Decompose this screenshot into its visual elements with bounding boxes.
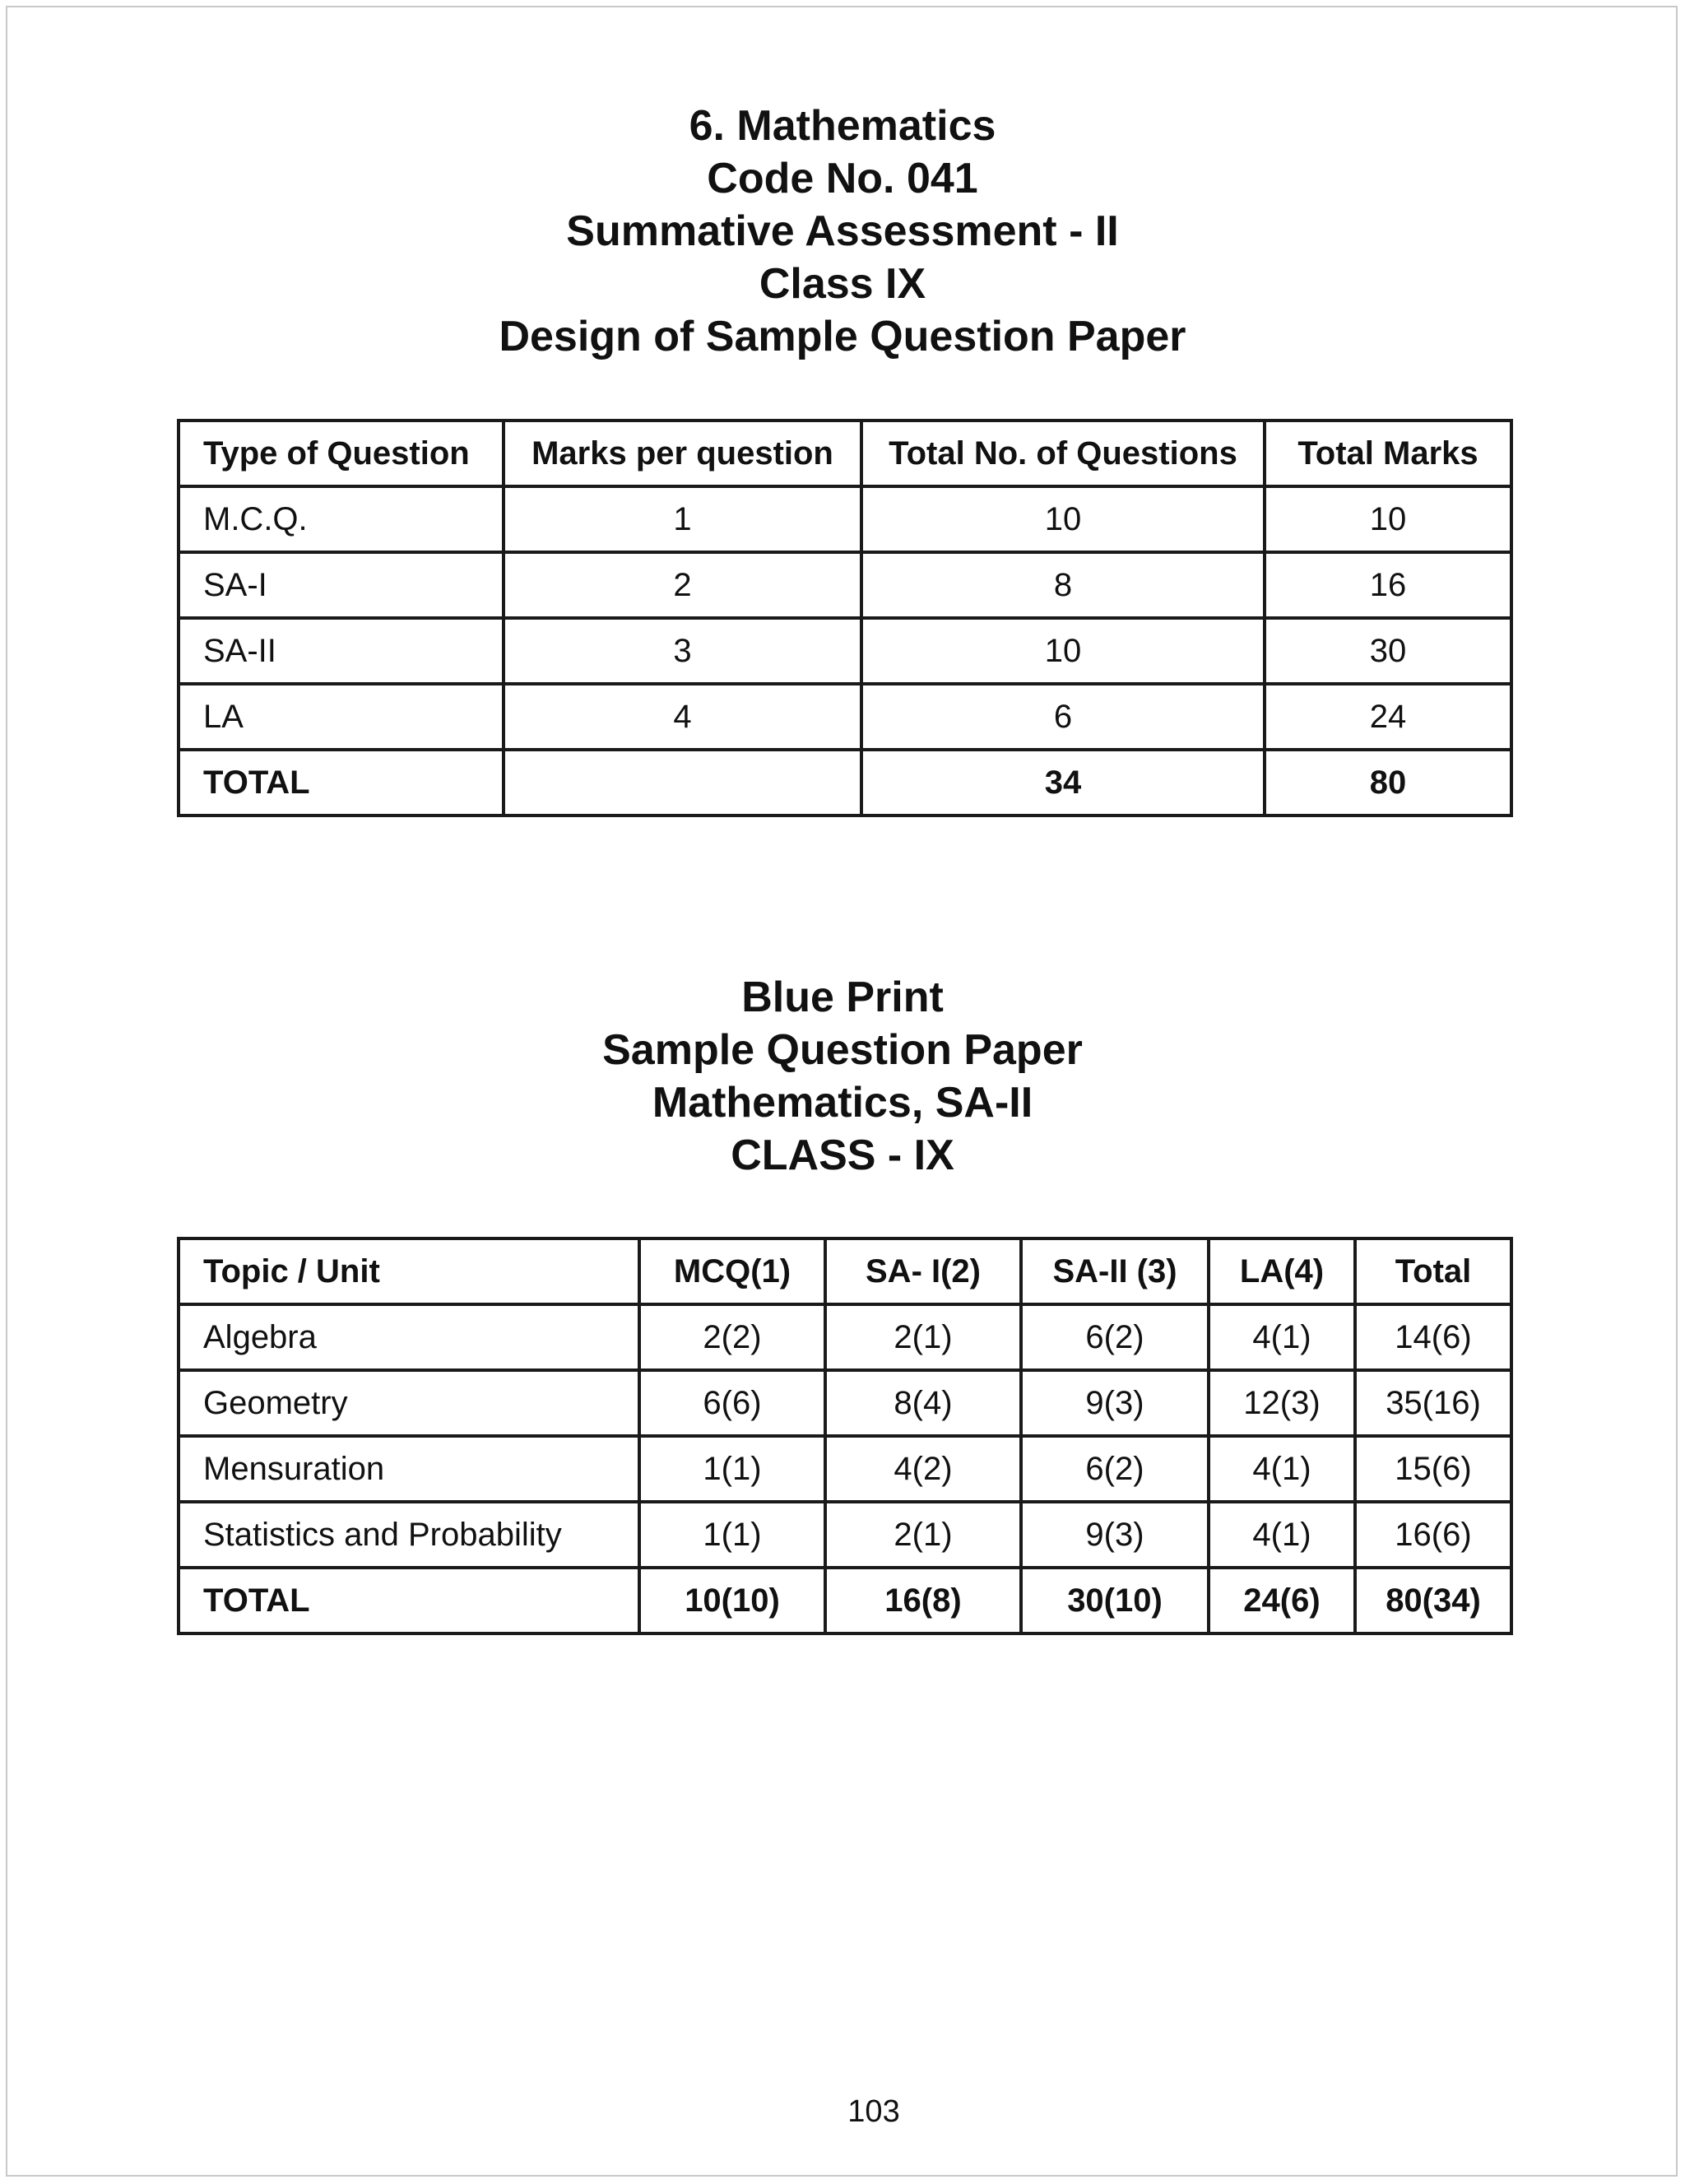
cell-la: 12(3): [1209, 1370, 1355, 1436]
design-table: [177, 419, 1513, 817]
heading-class: CLASS - IX: [731, 1131, 954, 1179]
cell-type: SA-I: [179, 552, 504, 618]
cell-total: 15(6): [1355, 1436, 1511, 1502]
cell-mcq: 1(1): [639, 1502, 825, 1568]
heading-sample-paper: Sample Question Paper: [602, 1026, 1083, 1074]
heading-assessment: Summative Assessment - II: [566, 207, 1119, 255]
cell-la: 4(1): [1209, 1502, 1355, 1568]
cell-questions: 6: [861, 684, 1265, 750]
cell-total-la: 24(6): [1209, 1568, 1355, 1633]
header-topic-unit: Topic / Unit: [179, 1238, 639, 1304]
cell-mcq: 6(6): [639, 1370, 825, 1436]
heading-class: Class IX: [759, 260, 926, 308]
cell-la: 4(1): [1209, 1304, 1355, 1370]
cell-questions: 10: [861, 618, 1265, 684]
cell-total: 16(6): [1355, 1502, 1511, 1568]
cell-sa-i: 8(4): [825, 1370, 1021, 1436]
cell-total-marks: 80: [1265, 750, 1511, 816]
table-row: [179, 1370, 1511, 1436]
cell-total-marks-per-question: [504, 750, 861, 816]
cell-grand-total: 80(34): [1355, 1568, 1511, 1633]
cell-total: 24: [1265, 684, 1511, 750]
cell-marks: 4: [504, 684, 861, 750]
header-la: LA(4): [1209, 1238, 1355, 1304]
cell-topic: Geometry: [179, 1370, 639, 1436]
header-sa-i: SA- I(2): [825, 1238, 1021, 1304]
cell-total: 35(16): [1355, 1370, 1511, 1436]
table-row: [179, 552, 1511, 618]
header-total: Total: [1355, 1238, 1511, 1304]
cell-total-label: TOTAL: [179, 1568, 639, 1633]
cell-sa-i: 4(2): [825, 1436, 1021, 1502]
cell-mcq: 2(2): [639, 1304, 825, 1370]
header-sa-ii: SA-II (3): [1021, 1238, 1209, 1304]
cell-sa-i: 2(1): [825, 1304, 1021, 1370]
cell-sa-ii: 9(3): [1021, 1502, 1209, 1568]
cell-sa-i: 2(1): [825, 1502, 1021, 1568]
header-type-of-question: Type of Question: [179, 421, 504, 486]
table-row: [179, 618, 1511, 684]
blueprint-table: [177, 1237, 1513, 1635]
header-mcq: MCQ(1): [639, 1238, 825, 1304]
cell-topic: Algebra: [179, 1304, 639, 1370]
cell-marks: 1: [504, 486, 861, 552]
table-total-row: [179, 1568, 1511, 1633]
cell-sa-ii: 9(3): [1021, 1370, 1209, 1436]
cell-total: 14(6): [1355, 1304, 1511, 1370]
cell-marks: 3: [504, 618, 861, 684]
cell-total-sa-i: 16(8): [825, 1568, 1021, 1633]
heading-subject: 6. Mathematics: [689, 102, 996, 150]
cell-mcq: 1(1): [639, 1436, 825, 1502]
cell-total-sa-ii: 30(10): [1021, 1568, 1209, 1633]
cell-total: 30: [1265, 618, 1511, 684]
heading-subject-sa: Mathematics, SA-II: [652, 1079, 1033, 1127]
cell-topic: Mensuration: [179, 1436, 639, 1502]
cell-la: 4(1): [1209, 1436, 1355, 1502]
table-row: [179, 1436, 1511, 1502]
cell-type: LA: [179, 684, 504, 750]
cell-total-mcq: 10(10): [639, 1568, 825, 1633]
table-row: [179, 1304, 1511, 1370]
table-row: [179, 684, 1511, 750]
table-header-row: [179, 1238, 1511, 1304]
cell-questions: 10: [861, 486, 1265, 552]
blueprint-heading: [0, 971, 1685, 1182]
header-total-questions: Total No. of Questions: [861, 421, 1265, 486]
table-total-row: [179, 750, 1511, 816]
table-row: [179, 486, 1511, 552]
table-header-row: [179, 421, 1511, 486]
heading-design: Design of Sample Question Paper: [499, 313, 1186, 360]
table-row: [179, 1502, 1511, 1568]
heading-blue-print: Blue Print: [741, 974, 944, 1021]
cell-total-label: TOTAL: [179, 750, 504, 816]
cell-questions: 8: [861, 552, 1265, 618]
cell-total: 10: [1265, 486, 1511, 552]
header-total-marks: Total Marks: [1265, 421, 1511, 486]
cell-sa-ii: 6(2): [1021, 1304, 1209, 1370]
cell-marks: 2: [504, 552, 861, 618]
cell-type: SA-II: [179, 618, 504, 684]
page-number: 103: [847, 2094, 900, 2129]
header-marks-per-question: Marks per question: [504, 421, 861, 486]
cell-type: M.C.Q.: [179, 486, 504, 552]
cell-sa-ii: 6(2): [1021, 1436, 1209, 1502]
cell-topic: Statistics and Probability: [179, 1502, 639, 1568]
design-heading: [0, 100, 1685, 363]
heading-code: Code No. 041: [707, 155, 978, 202]
cell-total: 16: [1265, 552, 1511, 618]
cell-total-questions: 34: [861, 750, 1265, 816]
